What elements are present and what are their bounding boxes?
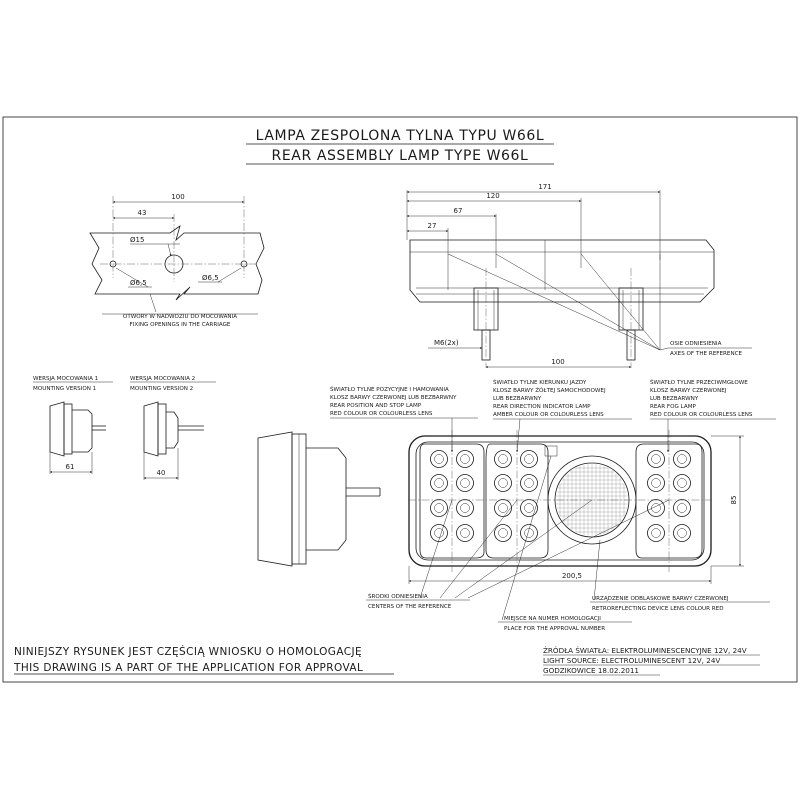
led-inner <box>652 479 661 488</box>
fixing-note-english: FIXING OPENINGS IN THE CARRIAGE <box>129 322 231 328</box>
callout-indicator <box>493 379 632 452</box>
callout-indicator-l5: AMBER COLOUR OR COLOURLESS LENS <box>493 412 604 418</box>
title-english: REAR ASSEMBLY LAMP TYPE W66L <box>271 148 529 164</box>
led-inner <box>461 455 470 464</box>
led-inner <box>435 479 444 488</box>
led <box>674 500 691 517</box>
led <box>521 451 538 468</box>
approval-place-polish: MIEJSCE NA NUMER HOMOLOGACJI <box>504 616 601 622</box>
callout-position-l3: REAR POSITION AND STOP LAMP <box>330 403 422 409</box>
place-date: GODZIKOWICE 18.02.2011 <box>543 666 640 675</box>
dim-100-fixing: 100 <box>171 193 185 201</box>
led <box>521 525 538 542</box>
led <box>495 451 512 468</box>
callout-indicator-l2: KLOSZ BARWY ŻÓŁTEJ SAMOCHODOWEJ <box>493 388 606 394</box>
v2-label-english: MOUNTING VERSION 2 <box>130 386 194 392</box>
title-block <box>246 128 554 164</box>
callout-fog-l3: LUB BEZBARWNY <box>650 396 699 402</box>
thread-label: M6(2x) <box>434 339 459 347</box>
v2-dim-40: 40 <box>156 469 166 477</box>
callout-position-l4: RED COLOUR OR COLOURLESS LENS <box>330 411 433 417</box>
footer-approval-polish: NINIEJSZY RYSUNEK JEST CZĘŚCIĄ WNIOSKU O HOMOLOGACJĘ <box>14 646 362 658</box>
dim-100-bolts: 100 <box>551 358 565 366</box>
led-inner <box>678 504 687 513</box>
led <box>495 525 512 542</box>
led-inner <box>525 455 534 464</box>
led <box>521 500 538 517</box>
lamp-side-view <box>258 432 380 566</box>
led <box>648 525 665 542</box>
dim-27: 27 <box>427 222 437 230</box>
centers-label-polish: ŚRODKI ODNIESIENIA <box>368 594 428 600</box>
led-inner <box>499 455 508 464</box>
callout-indicator-l3: LUB BEZBARWNY <box>493 396 542 402</box>
callout-fog-l4: REAR FOG LAMP <box>650 404 696 410</box>
v1-label-english: MOUNTING VERSION 1 <box>33 386 97 392</box>
reflector-label-english: RETROREFLECTING DEVICE LENS COLOUR RED <box>592 606 724 612</box>
led <box>457 451 474 468</box>
dim-width-2005: 200,5 <box>561 572 583 580</box>
led <box>674 451 691 468</box>
v1-dim-61: 61 <box>65 463 75 471</box>
dia-15-label: Ø15 <box>130 236 145 244</box>
led-inner <box>461 479 470 488</box>
led-inner <box>499 479 508 488</box>
led-inner <box>678 529 687 538</box>
callout-position-l1: ŚWIATŁO TYLNE POZYCYJNE I HAMOWANIA <box>330 387 449 393</box>
callout-position-l2: KLOSZ BARWY CZERWONEJ LUB BEZBARWNY <box>330 395 457 401</box>
fixing-note-polish: OTWORY W NADWOZIU DO MOCOWANIA <box>122 314 238 320</box>
led <box>674 525 691 542</box>
dia-65-left-label: Ø6,5 <box>130 279 147 287</box>
mounting-version-2 <box>130 376 216 480</box>
callout-fog-l5: RED COLOUR OR COLOURLESS LENS <box>650 412 753 418</box>
led <box>648 451 665 468</box>
dim-height-85: 85 <box>730 495 738 505</box>
reflector-label-polish: URZĄDZENIE ODBLASKOWE BARWY CZERWONEJ <box>592 596 729 602</box>
callout-reference-centers <box>366 500 669 610</box>
light-source-polish: ŹRÓDŁA ŚWIATŁA: ELEKTROLUMINESCENCYJNE 12V, 24V <box>543 646 747 655</box>
led-inner <box>499 504 508 513</box>
led <box>648 475 665 492</box>
led <box>431 525 448 542</box>
lamp-front-view <box>408 430 744 584</box>
led <box>431 475 448 492</box>
led-inner <box>499 529 508 538</box>
led-inner <box>525 504 534 513</box>
centers-label-english: CENTERS OF THE REFERENCE <box>368 604 452 610</box>
led-inner <box>652 529 661 538</box>
lamp-top-view <box>407 183 752 368</box>
title-polish: LAMPA ZESPOLONA TYLNA TYPU W66L <box>255 128 545 144</box>
axes-note-polish: OSIE ODNIESIENIA <box>670 341 722 347</box>
light-source-english: LIGHT SOURCE: ELECTROLUMINESCENT 12V, 24V <box>543 656 721 665</box>
led <box>431 451 448 468</box>
axes-note-english: AXES OF THE REFERENCE <box>670 351 743 357</box>
indicator-leds <box>495 451 538 542</box>
led <box>648 500 665 517</box>
v1-label-polish: WERSJA MOCOWANIA 1 <box>33 376 99 382</box>
callout-indicator-l1: ŚWIATŁO TYLNE KIERUNKU JAZDY <box>493 380 587 386</box>
dim-120: 120 <box>486 192 500 200</box>
led <box>674 475 691 492</box>
callout-retroreflector <box>590 540 770 612</box>
led <box>457 475 474 492</box>
led-inner <box>678 455 687 464</box>
approval-place-english: PLACE FOR THE APPROVAL NUMBER <box>504 626 606 632</box>
led-inner <box>525 479 534 488</box>
led-inner <box>461 504 470 513</box>
callout-indicator-l4: REAR DIRECTION INDICATOR LAMP <box>493 404 591 410</box>
dim-67: 67 <box>453 207 463 215</box>
led <box>431 500 448 517</box>
dim-43: 43 <box>137 209 147 217</box>
fixing-openings-view <box>90 193 264 328</box>
led <box>457 525 474 542</box>
v2-label-polish: WERSJA MOCOWANIA 2 <box>130 376 196 382</box>
led <box>521 475 538 492</box>
dim-171: 171 <box>538 183 552 191</box>
led-inner <box>461 529 470 538</box>
led-inner <box>435 455 444 464</box>
led <box>495 475 512 492</box>
led-inner <box>435 504 444 513</box>
footer-approval-english: THIS DRAWING IS A PART OF THE APPLICATION FOR APPROVAL <box>14 662 364 674</box>
footer <box>13 645 760 675</box>
led <box>495 500 512 517</box>
led-inner <box>652 455 661 464</box>
mounting-version-1 <box>33 376 113 474</box>
led <box>457 500 474 517</box>
callout-fog-l1: ŚWIATŁO TYLNE PRZECIWMGŁOWE <box>650 380 748 386</box>
dia-65-right-label: Ø6,5 <box>202 274 219 282</box>
callout-fog-l2: KLOSZ BARWY CZERWONEJ <box>650 388 727 394</box>
led-inner <box>678 479 687 488</box>
